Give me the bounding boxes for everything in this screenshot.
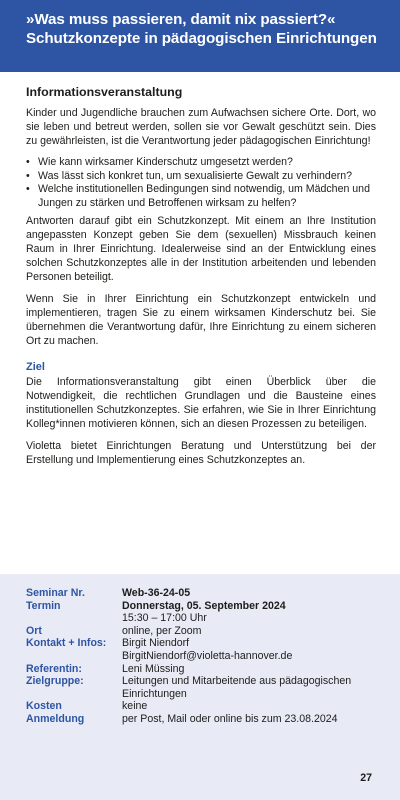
page-title bbox=[26, 10, 386, 48]
section-heading: Informationsveranstaltung bbox=[26, 85, 183, 99]
referentin-label: Referentin: bbox=[26, 662, 82, 675]
zielgruppe-label: Zielgruppe: bbox=[26, 675, 84, 688]
article-body bbox=[26, 86, 376, 475]
table-row bbox=[26, 587, 386, 600]
page-number: 27 bbox=[360, 772, 372, 784]
goal-heading: Ziel bbox=[26, 361, 45, 374]
kontakt-name: Birgit Niendorf bbox=[122, 637, 190, 650]
table-row bbox=[26, 600, 386, 625]
page-title-line-1: »Was muss passieren, damit nix passiert?« bbox=[26, 11, 336, 28]
ort-label: Ort bbox=[26, 624, 42, 637]
list-item: • Was lässt sich konkret tun, um sexualisierte Gewalt zu verhindern? bbox=[26, 169, 353, 182]
title-banner bbox=[0, 0, 400, 72]
paragraph-answers: Antworten darauf gibt ein Schutzkonzept. Mit einem an Ihre Institution angepassten Konzept geben Sie dem (sexuellen) Missbrauch keinen Raum in Ihrer Einrichtung. Idealerweise sind an der Entwicklung eines solchen Schutzkonzeptes alle in der Institution arbeitenden und lebenden Personen beteiligt. bbox=[26, 215, 376, 283]
zielgruppe-value: Leitungen und Mitarbeitende aus pädagogischen Einrichtungen bbox=[122, 675, 352, 700]
bullet-icon: • bbox=[26, 183, 30, 196]
event-details-table bbox=[26, 587, 386, 726]
list-item: • Welche institutionellen Bedingungen sind notwendig, um Mädchen und Jungen zu stärken und Betroffenen wirksam zu helfen? bbox=[26, 183, 370, 210]
bullet-icon: • bbox=[26, 169, 30, 182]
seminar-number: Web-36-24-05 bbox=[122, 587, 191, 599]
termin-label: Termin bbox=[26, 599, 61, 612]
termin-date: Donnerstag, 05. September 2024 bbox=[122, 599, 286, 612]
list-item: • Wie kann wirksamer Kinderschutz umgesetzt werden? bbox=[26, 155, 293, 168]
table-row bbox=[26, 713, 386, 726]
event-info-box bbox=[0, 574, 400, 800]
kosten-label: Kosten bbox=[26, 700, 62, 713]
anmeldung-value: per Post, Mail oder online bis zum 23.08.2024 bbox=[122, 712, 338, 725]
table-row bbox=[26, 637, 386, 662]
anmeldung-label: Anmeldung bbox=[26, 712, 85, 725]
table-row bbox=[26, 625, 386, 638]
kontakt-label: Kontakt + Infos: bbox=[26, 637, 107, 650]
ort-value: online, per Zoom bbox=[122, 624, 202, 637]
intro-paragraph: Kinder und Jugendliche brauchen zum Aufwachsen sichere Orte. Dort, wo sie leben und betreut werden, sollen sie vor Gewalt geschützt sein. Dies zu gewährleisten, ist die Verantwortung jeder pädagogischen Einrichtung! bbox=[26, 106, 376, 147]
table-row bbox=[26, 700, 386, 713]
goal-paragraph: Die Informationsveranstaltung gibt einen Überblick über die Notwendigkeit, die rechtlichen Grundlagen und die Bausteine eines institutionellen Schutzkonzeptes. Sie erfahren, wie Sie in Ihrer Einrichtung Kolleg*innen motivieren können, sich an diesen Prozessen zu beteiligen. bbox=[26, 376, 376, 431]
referentin-value: Leni Müssing bbox=[122, 662, 185, 675]
seminar-label: Seminar Nr. bbox=[26, 587, 85, 599]
paragraph-implementation: Wenn Sie in Ihrer Einrichtung ein Schutzkonzept entwickeln und implementieren, tragen Sie zu einem wirksamen Kinderschutz bei. Sie übernehmen die Verantwortung dafür, Ihre Einrichtung zu einem sicheren Ort zu machen. bbox=[26, 292, 376, 347]
page-title-line-2: Schutzkonzepte in pädagogischen Einrichtungen bbox=[26, 30, 377, 47]
table-row bbox=[26, 675, 386, 700]
table-row bbox=[26, 663, 386, 676]
kontakt-email-link[interactable]: BirgitNiendorf@violetta-hannover.de bbox=[122, 649, 293, 662]
termin-time: 15:30 – 17:00 Uhr bbox=[122, 612, 207, 625]
closing-paragraph: Violetta bietet Einrichtungen Beratung und Unterstützung bei der Erstellung und Implementierung eines Schutzkonzeptes an. bbox=[26, 439, 376, 466]
bullet-icon: • bbox=[26, 155, 30, 168]
kosten-value: keine bbox=[122, 700, 148, 713]
question-list bbox=[26, 156, 376, 212]
